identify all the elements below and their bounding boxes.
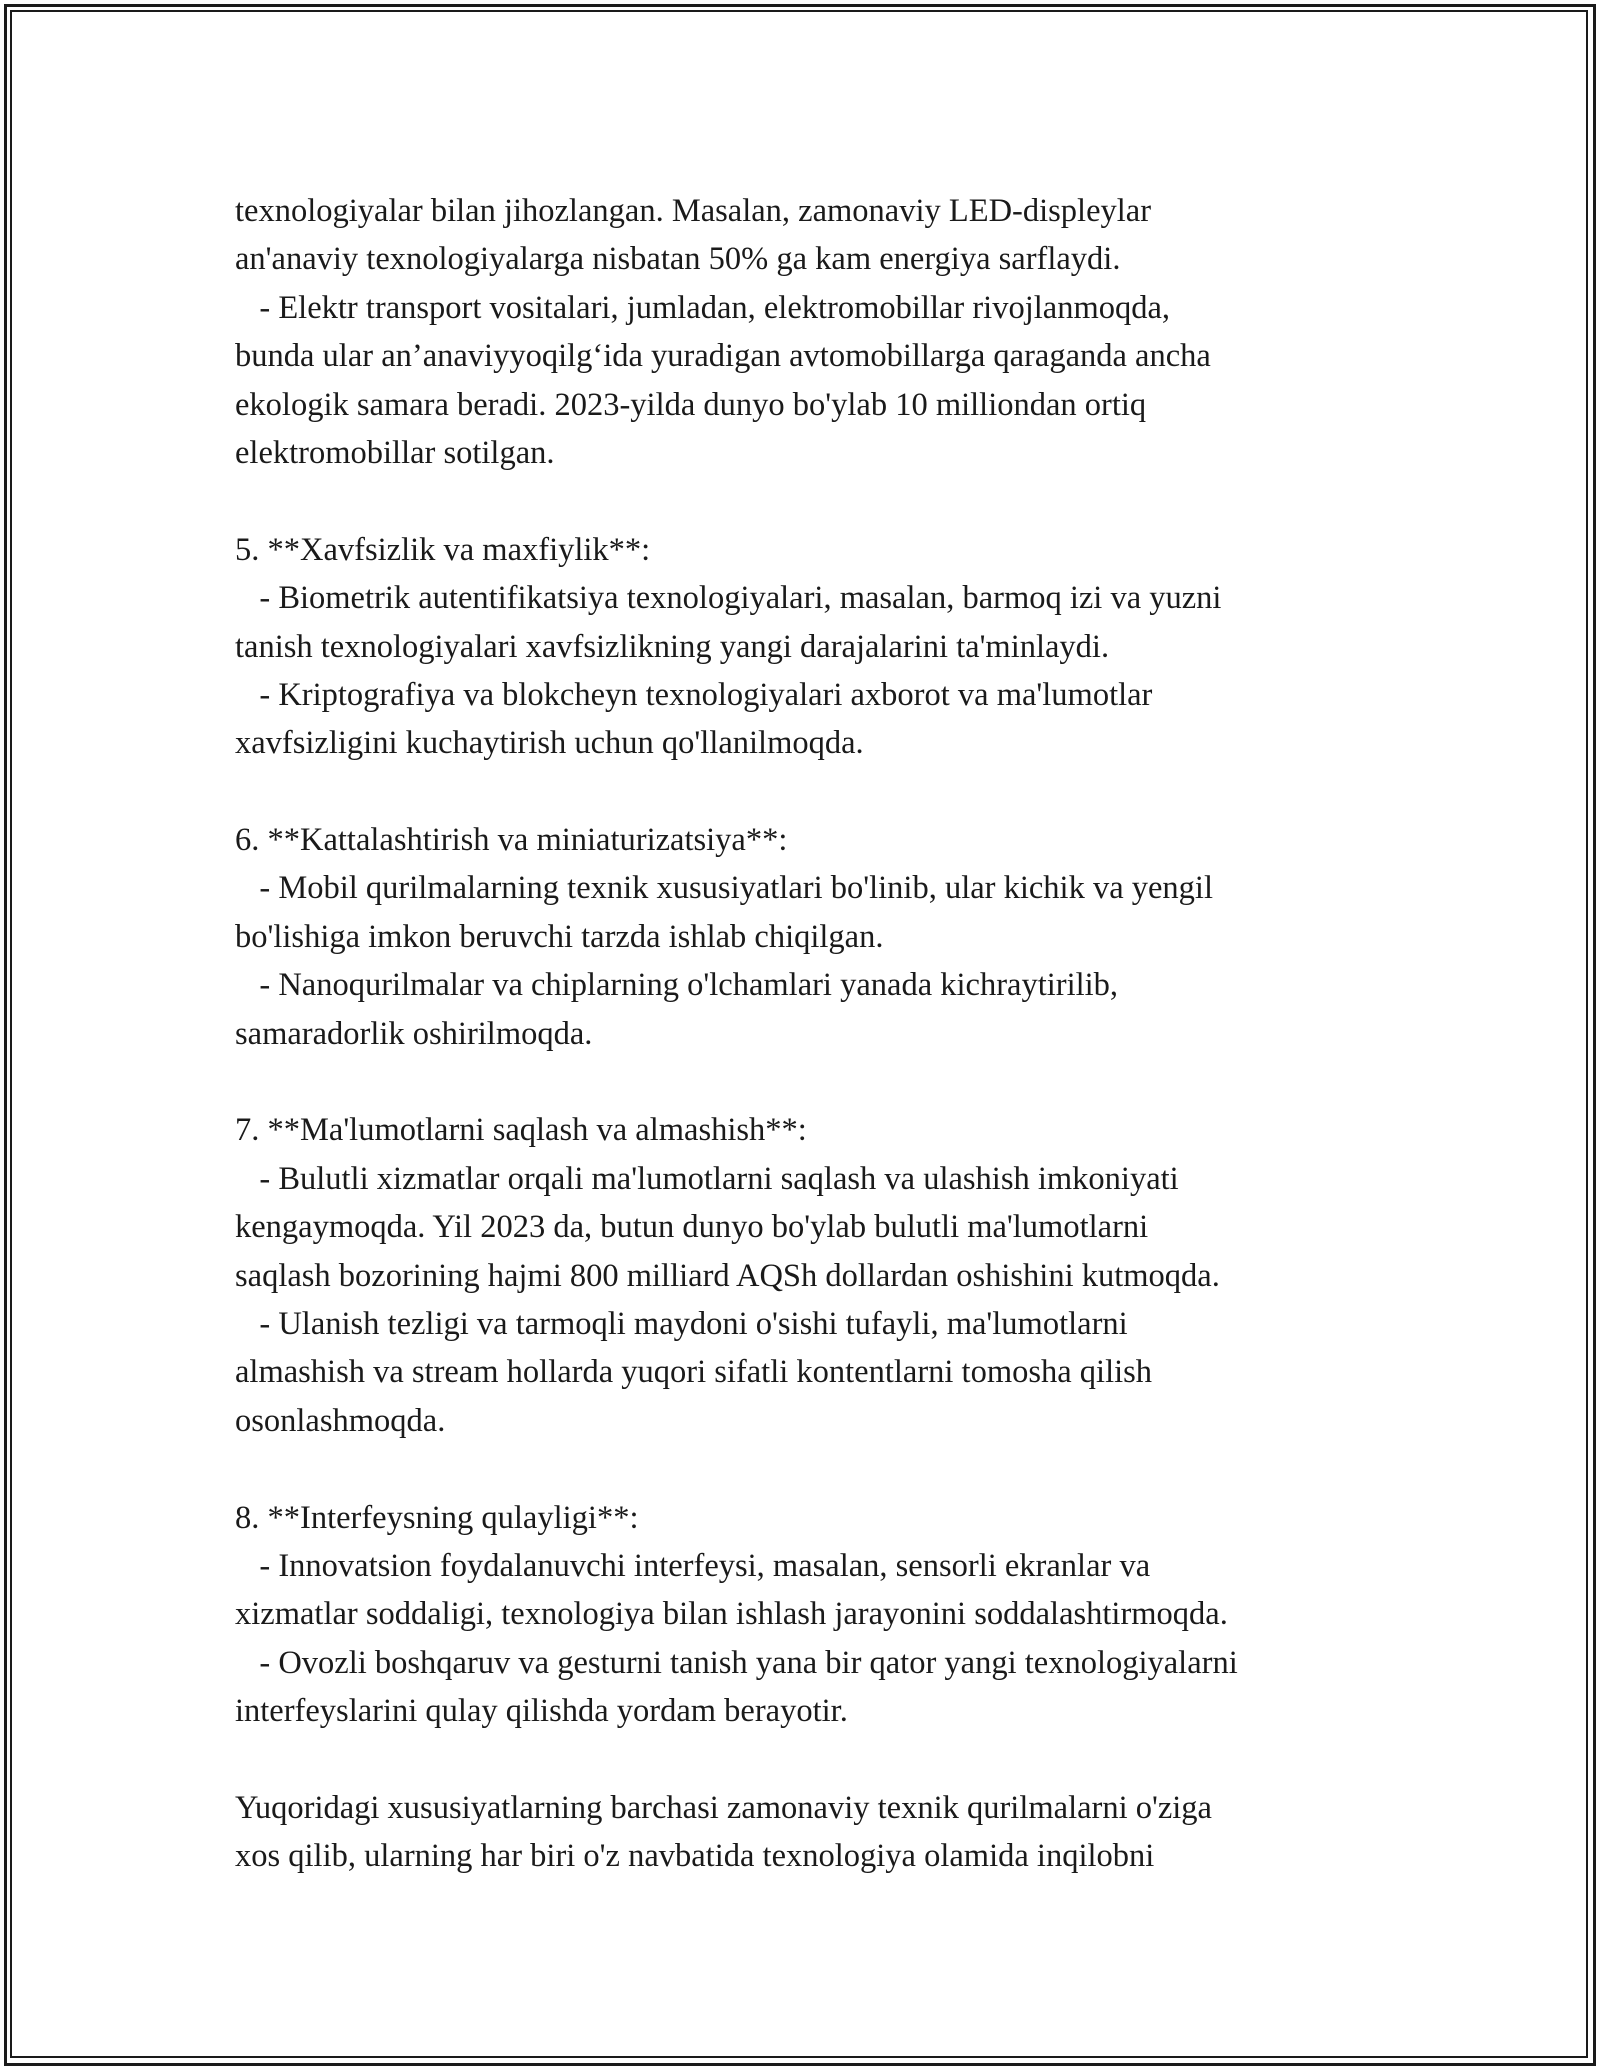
text-line: tanish texnologiyalari xavfsizlikning yangi darajalarini ta'minlaydi. <box>235 628 1110 665</box>
text-line: almashish va stream hollarda yuqori sifatli kontentlarni tomosha qilish <box>235 1354 1153 1391</box>
text-line: - Ulanish tezligi va tarmoqli maydoni o'sishi tufayli, ma'lumotlarni <box>235 1305 1128 1342</box>
text-line: osonlashmoqda. <box>235 1402 446 1439</box>
text-line: - Bulutli xizmatlar orqali ma'lumotlarni saqlash va ulashish imkoniyati <box>235 1160 1179 1197</box>
blank-line <box>235 1445 1415 1493</box>
section-heading: 8. **Interfeysning qulayligi**: <box>235 1499 639 1536</box>
text-line: ekologik samara beradi. 2023-yilda dunyo bo'ylab 10 milliondan ortiq <box>235 386 1147 423</box>
text-line: - Ovozli boshqaruv va gesturni tanish yana bir qator yangi texnologiyalarni <box>235 1644 1238 1681</box>
blank-line <box>235 768 1415 816</box>
text-line: an'anaviy texnologiyalarga nisbatan 50% ga kam energiya sarflaydi. <box>235 241 1121 278</box>
text-line: - Kriptografiya va blokcheyn texnologiyalari axborot va ma'lumotlar <box>235 676 1153 713</box>
text-line: interfeyslarini qulay qilishda yordam berayotir. <box>235 1693 848 1730</box>
blank-line <box>235 477 1415 525</box>
text-line: elektromobillar sotilgan. <box>235 434 555 471</box>
document-body <box>235 187 1415 1881</box>
text-line: bo'lishiga imkon beruvchi tarzda ishlab chiqilgan. <box>235 918 884 955</box>
text-line: - Mobil qurilmalarning texnik xususiyatlari bo'linib, ular kichik va yengil <box>235 870 1213 907</box>
text-line: xos qilib, ularning har biri o'z navbatida texnologiya olamida inqilobni <box>235 1838 1155 1875</box>
text-line: samaradorlik oshirilmoqda. <box>235 1015 593 1052</box>
section-heading: 5. **Xavfsizlik va maxfiylik**: <box>235 531 651 568</box>
text-line: - Nanoqurilmalar va chiplarning o'lchamlari yanada kichraytirilib, <box>235 967 1119 1004</box>
text-line: xavfsizligini kuchaytirish uchun qo'llanilmoqda. <box>235 725 864 762</box>
section-heading: 6. **Kattalashtirish va miniaturizatsiya**: <box>235 822 788 859</box>
text-line: Yuqoridagi xususiyatlarning barchasi zamonaviy texnik qurilmalarni o'ziga <box>235 1789 1212 1826</box>
blank-line <box>235 1058 1415 1106</box>
text-line: xizmatlar soddaligi, texnologiya bilan ishlash jarayonini soddalashtirmoqda. <box>235 1596 1228 1633</box>
text-line: texnologiyalar bilan jihozlangan. Masalan, zamonaviy LED-displeylar <box>235 193 1152 229</box>
text-line: - Innovatsion foydalanuvchi interfeysi, masalan, sensorli ekranlar va <box>235 1547 1151 1584</box>
text-line: saqlash bozorining hajmi 800 milliard AQSh dollardan oshishini kutmoqda. <box>235 1257 1220 1294</box>
blank-line <box>235 1736 1415 1784</box>
text-line: - Biometrik autentifikatsiya texnologiyalari, masalan, barmoq izi va yuzni <box>235 580 1222 617</box>
text-line: kengaymoqda. Yil 2023 da, butun dunyo bo'ylab bulutli ma'lumotlarni <box>235 1209 1149 1246</box>
section-heading: 7. **Ma'lumotlarni saqlash va almashish**: <box>235 1112 807 1149</box>
text-line: bunda ular an’anaviyyoqilg‘ida yuradigan avtomobillarga qaraganda ancha <box>235 338 1211 375</box>
text-line: - Elektr transport vositalari, jumladan, elektromobillar rivojlanmoqda, <box>235 289 1171 326</box>
